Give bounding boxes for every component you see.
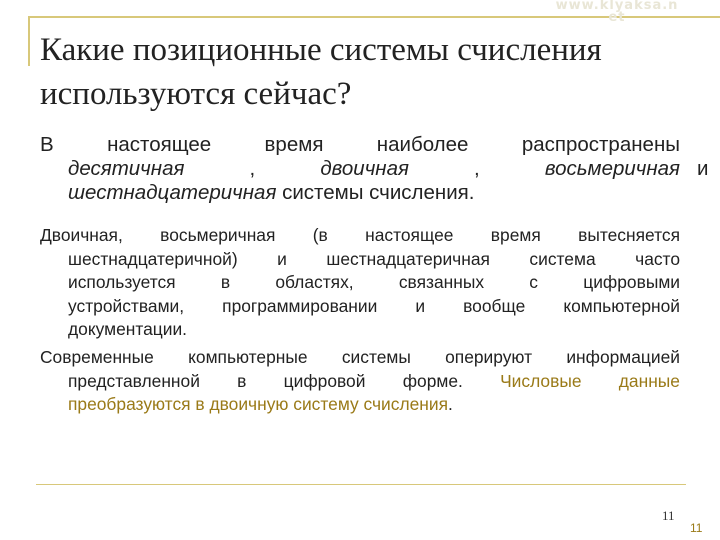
- p3-highlight-2: преобразуются в двоичную систему счисления: [68, 394, 449, 414]
- p1-line-2: [40, 157, 680, 181]
- paragraph-modern-systems: [40, 346, 680, 417]
- p3-line-1: Современные компьютерные системы оперируют информацией: [40, 347, 680, 367]
- slide-number-small: 11: [662, 508, 675, 523]
- p3-line-2: [40, 370, 680, 394]
- p3-highlight-1: Числовые данные: [500, 370, 680, 391]
- slide-title-line-2: используются сейчас?: [40, 76, 352, 112]
- p2-line-5: документации.: [68, 319, 188, 339]
- p1-line-3-rest: системы счисления.: [276, 181, 475, 204]
- p1-sep-1: ,: [184, 157, 321, 180]
- paragraph-usage: [40, 224, 680, 342]
- p2-line-1: Двоичная, восьмеричная (в настоящее время вытесняется: [40, 225, 680, 245]
- p3-line-2-plain: представленной в цифровой форме.: [68, 370, 501, 391]
- term-binary: двоичная: [320, 157, 409, 180]
- p3-line-3: [40, 393, 680, 417]
- p2-line-3: используется в областях, связанных с цифровыми: [68, 272, 680, 292]
- footer-divider: [36, 484, 686, 485]
- watermark-line-1: www.klyaksa.n: [555, 0, 679, 13]
- slide-title: [40, 28, 710, 116]
- p2-line-4: устройствами, программировании и вообще компьютерной: [68, 295, 680, 316]
- p1-line-3: [40, 181, 680, 205]
- p1-line-1: В настоящее время наиболее распространены: [40, 133, 680, 156]
- watermark: [522, 0, 712, 24]
- slide-title-line-1: Какие позиционные системы счисления: [40, 32, 602, 68]
- term-hexadecimal: шестнадцатеричная: [68, 181, 277, 204]
- term-decimal: десятичная: [68, 157, 185, 180]
- paragraph-common-systems: [40, 133, 680, 205]
- p3-line-3-end: .: [448, 394, 453, 414]
- term-octal: восьмеричная: [544, 157, 681, 180]
- frame-left-line: [28, 16, 30, 66]
- slide-number: 11: [690, 521, 703, 535]
- p1-sep-2: ,: [408, 157, 545, 180]
- p1-and-word: и: [697, 157, 709, 180]
- p2-line-2: шестнадцатеричной) и шестнадцатеричная система часто: [68, 248, 680, 269]
- watermark-line-2: et: [608, 10, 626, 25]
